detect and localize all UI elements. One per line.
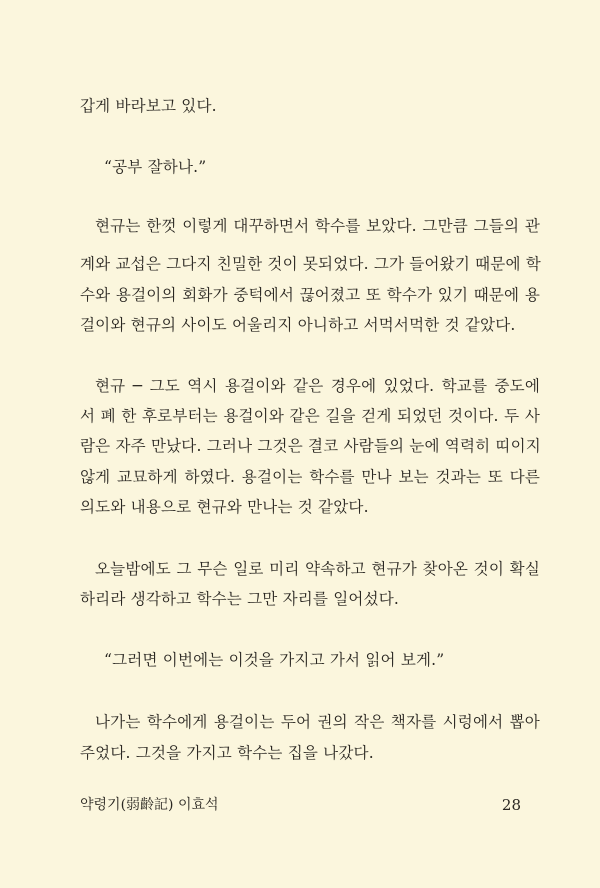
text-line: 걸이와 현규의 사이도 어울리지 아니하고 서먹서먹한 것 같았다.	[80, 316, 516, 334]
text-line: 현규 ─ 그도 역시 용걸이와 같은 경우에 있었다. 학교를 중도에	[95, 377, 540, 395]
text-line: 수와 용걸이의 회화가 중턱에서 끊어졌고 또 학수가 있기 때문에 용	[80, 286, 540, 304]
text-line: 갑게 바라보고 있다.	[80, 97, 217, 115]
text-line: “공부 잘하나.”	[104, 158, 207, 176]
book-title-footer: 약령기(弱齡記) 이효석	[80, 797, 219, 813]
text-line: 의도와 내용으로 현규와 만나는 것 같았다.	[80, 498, 369, 516]
text-line: 현규는 한껏 이렇게 대꾸하면서 학수를 보았다. 그만큼 그들의 관	[95, 217, 540, 235]
page-number: 28	[501, 796, 521, 814]
text-line: 주었다. 그것을 가지고 학수는 집을 나갔다.	[80, 744, 374, 762]
text-line: “그러면 이번에는 이것을 가지고 가서 읽어 보게.”	[104, 651, 445, 669]
text-line: 오늘밤에도 그 무슨 일로 미리 약속하고 현규가 찾아온 것이 확실	[95, 560, 540, 578]
text-line: 나가는 학수에게 용걸이는 두어 권의 작은 책자를 시렁에서 뽑아	[95, 713, 540, 731]
text-line: 계와 교섭은 그다지 친밀한 것이 못되었다. 그가 들어왔기 때문에 학	[80, 255, 541, 273]
text-line: 람은 자주 만났다. 그러나 그것은 결코 사람들의 눈에 역력히 띠이지	[80, 437, 541, 455]
text-line: 않게 교묘하게 하였다. 용걸이는 학수를 만나 보는 것과는 또 다른	[80, 468, 540, 486]
text-line: 서 폐 한 후로부터는 용걸이와 같은 길을 걷게 되었던 것이다. 두 사	[80, 407, 540, 425]
text-line: 하리라 생각하고 학수는 그만 자리를 일어섰다.	[80, 590, 400, 608]
